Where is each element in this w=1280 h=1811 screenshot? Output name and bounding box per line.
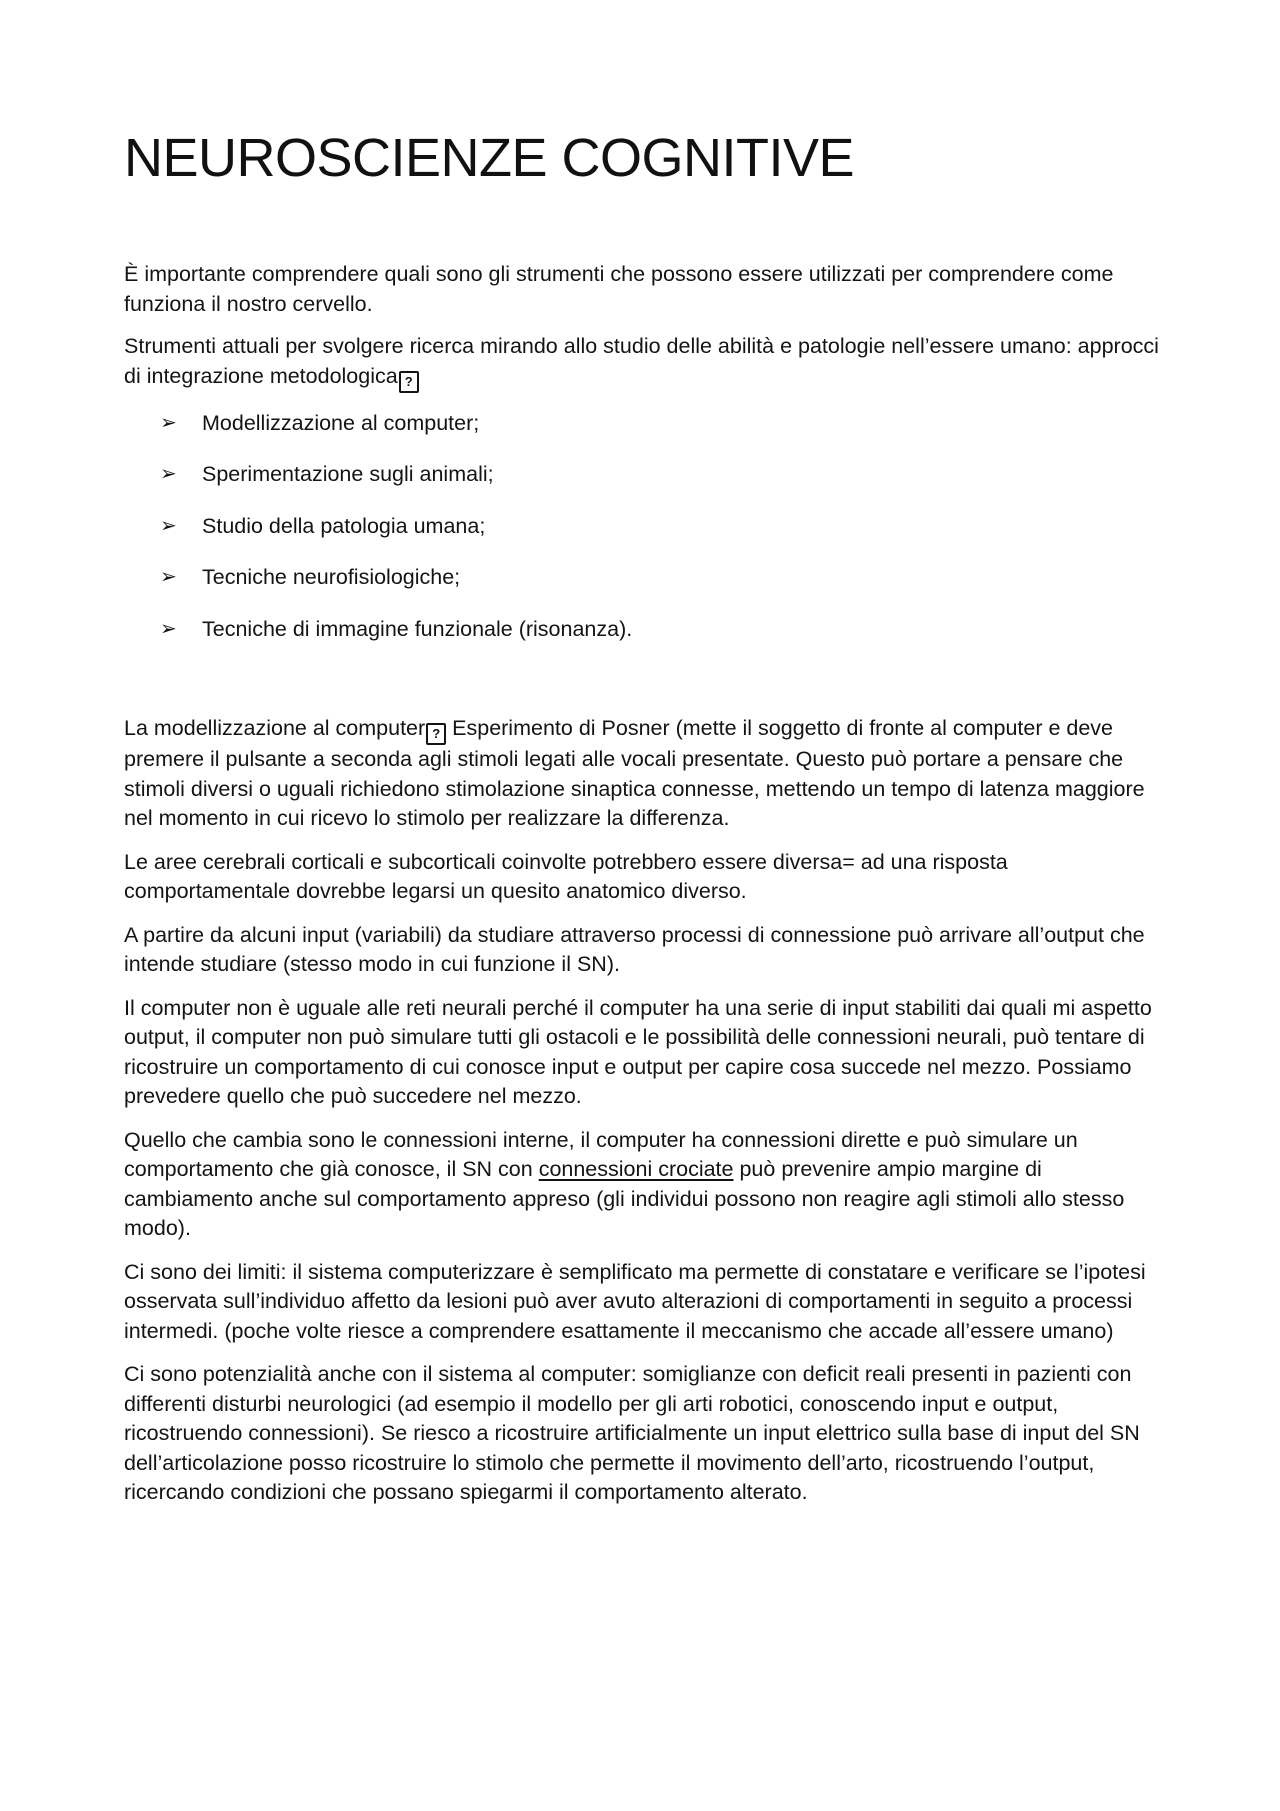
modelling-paragraph (124, 714, 1174, 834)
connections-underlined-term: connessioni crociate (538, 1157, 734, 1181)
input-paragraph: A partire da alcuni input (variabili) da studiare attraverso processi di connessione può arrivare all’output che intende studiare (stesso modo in cui funzione il SN). (124, 922, 1145, 976)
arrow-bullet-icon: ➢ (160, 566, 177, 588)
unknown-glyph-icon: ? (426, 723, 446, 745)
limits-paragraph: Ci sono dei limiti: il sistema computerizzare è semplificato ma permette di constatare e verificare se l’ipotesi osservata sull’individuo affetto da lesioni può aver avuto alterazioni di comportamenti in seguito a processi intermedi. (poche volte riesce a comprendere esattamente il meccanismo che accade all’essere umano) (124, 1259, 1146, 1343)
list-item (124, 615, 1174, 645)
tools-intro-paragraph (124, 332, 1174, 393)
areas-paragraph: Le aree cerebrali corticali e subcorticali coinvolte potrebbero essere diversa= ad una risposta comportamentale dovrebbe legarsi un quesito anatomico diverso. (124, 849, 1008, 903)
tools-intro-text: Strumenti attuali per svolgere ricerca mirando allo studio delle abilità e patologie nell’essere umano: approcci di integrazione metodologica (124, 334, 1159, 388)
intro-paragraph: È importante comprendere quali sono gli strumenti che possono essere utilizzati per comprendere come funziona il nostro cervello. (124, 262, 1114, 316)
list-item-text: Sperimentazione sugli animali; (202, 462, 494, 486)
connections-text-b: può prevenire ampio margine di cambiamento anche sul comportamento appreso (gli individui possono non reagire agli stimoli allo stesso modo). (124, 1157, 1125, 1240)
tools-list (124, 409, 1174, 645)
list-item (124, 460, 1174, 490)
list-item-text: Modellizzazione al computer; (202, 410, 480, 435)
list-item (124, 409, 1174, 439)
page-title: NEUROSCIENZE COGNITIVE (124, 128, 855, 188)
list-item-text: Studio della patologia umana; (202, 513, 486, 538)
document-page (124, 124, 1174, 1508)
potential-paragraph: Ci sono potenzialità anche con il sistema al computer: somiglianze con deficit reali presenti in pazienti con differenti disturbi neurologici (ad esempio il modello per gli arti robotici, conoscendo input e output, ricostruendo connessioni). Se riesco a ricostruire artificialmente un input elettrico sulla base di input del SN dell’articolazione posso ricostruire lo stimolo che permette il movimento dell’arto, ricostruendo l’output, ricercando condizioni che possano spiegarmi il comportamento alterato. (124, 1362, 1140, 1504)
modelling-text: Esperimento di Posner (mette il soggetto di fronte al computer e deve premere il pulsante a seconda agli stimoli legati alle vocali presentate. Questo può portare a pensare che stimoli diversi o uguali richiedono stimolazione sinaptica connesse, mettendo un tempo di latenza maggiore nel momento in cui ricevo lo stimolo per realizzare la differenza. (124, 716, 1145, 830)
computer-paragraph: Il computer non è uguale alle reti neurali perché il computer ha una serie di input stabiliti dai quali mi aspetto output, il computer non può simulare tutti gli ostacoli e le possibilità delle connessioni neurali, può tentare di ricostruire un comportamento di cui conosce input e output per capire cosa succede nel mezzo. Possiamo prevedere quello che può succedere nel mezzo. (124, 995, 1152, 1108)
arrow-bullet-icon: ➢ (160, 463, 177, 485)
list-item (124, 563, 1174, 593)
list-item-text: Tecniche di immagine funzionale (risonanza). (202, 616, 633, 641)
connections-paragraph (124, 1126, 1174, 1244)
unknown-glyph-icon: ? (399, 371, 419, 393)
list-item (124, 512, 1174, 542)
list-item-text: Tecniche neurofisiologiche; (202, 565, 461, 589)
arrow-bullet-icon: ➢ (160, 617, 177, 640)
connections-text-a: Quello che cambia sono le connessioni interne, il computer ha connessioni dirette e può simulare un comportamento che già conosce, il SN con (124, 1127, 1078, 1181)
arrow-bullet-icon: ➢ (160, 411, 177, 434)
arrow-bullet-icon: ➢ (160, 514, 177, 537)
modelling-lead: La modellizzazione al computer (124, 716, 426, 740)
